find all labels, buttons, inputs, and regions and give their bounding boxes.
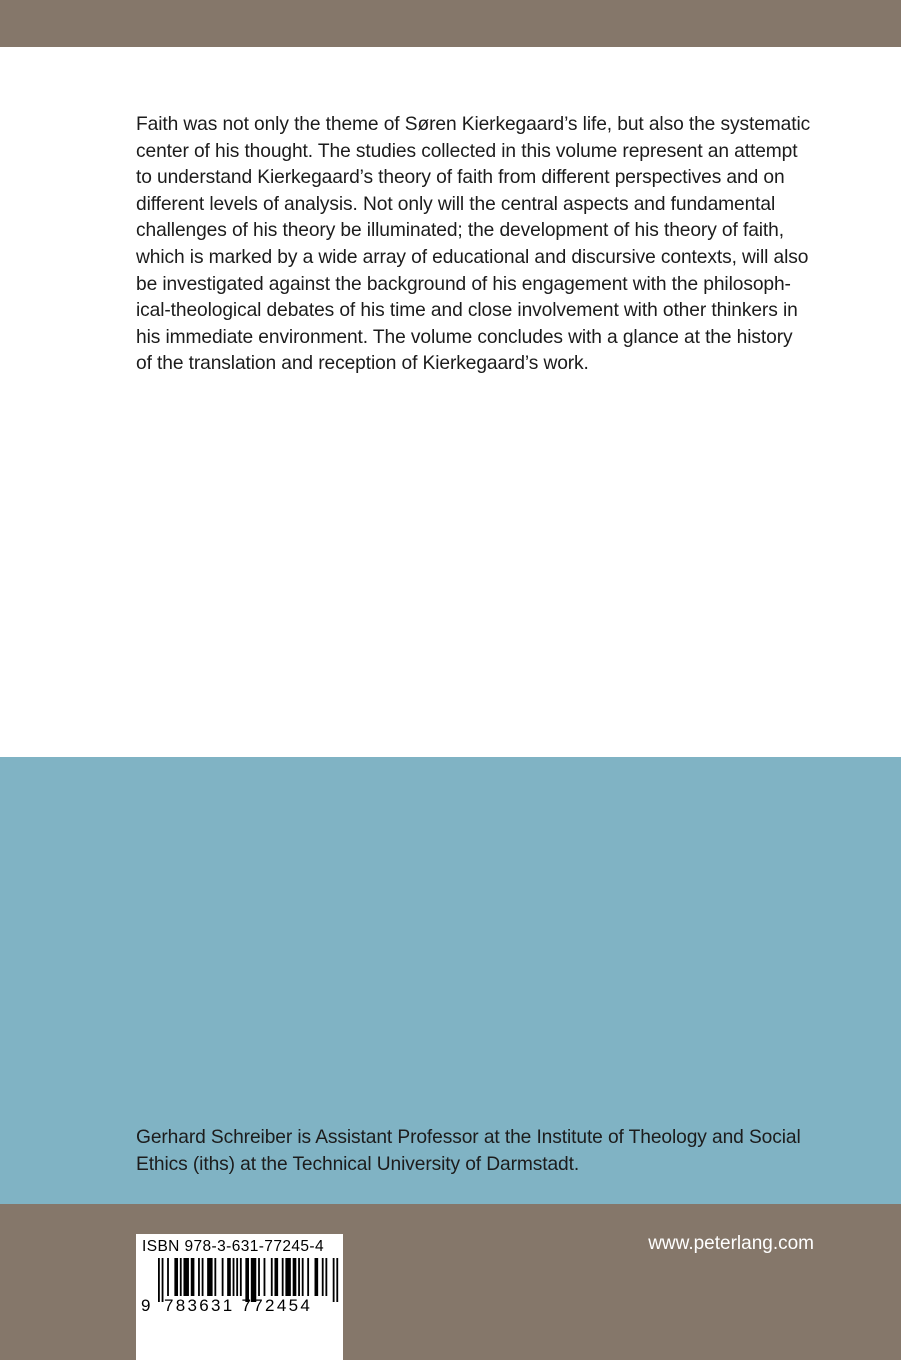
- author-bio: Gerhard Schreiber is Assistant Professor at the Institute of Theology and Social Ethics (iths) at the Technical University of Darmstadt.: [136, 1127, 801, 1175]
- ean-first-digit: 9: [141, 1296, 151, 1315]
- ean-digits: 783631 772454: [164, 1296, 313, 1315]
- isbn-barcode: [136, 1234, 343, 1360]
- top-brown-band: [0, 0, 901, 47]
- isbn-label: ISBN 978-3-631-77245-4: [142, 1238, 324, 1255]
- book-description: Faith was not only the theme of Søren Kierkegaard’s life, but also the systematic center of his thought. The studies collected in this volume represent an attempt to understand Kierkegaard’s theory of faith from different perspectives and on different levels of analysis. Not only will the central aspects and fundamental challenges of his theory be illuminated; the development of his theory of faith, which is marked by a wide array of educational and discursive contexts, will also be investigated against the background of his engagement with the philosoph- ical-theological debates of his time and close involvement with other thinkers in his immediate environment. The volume concludes with a glance at the history of the translation and reception of Kierkegaard’s work.: [136, 114, 811, 375]
- publisher-website[interactable]: www.peterlang.com: [648, 1233, 814, 1254]
